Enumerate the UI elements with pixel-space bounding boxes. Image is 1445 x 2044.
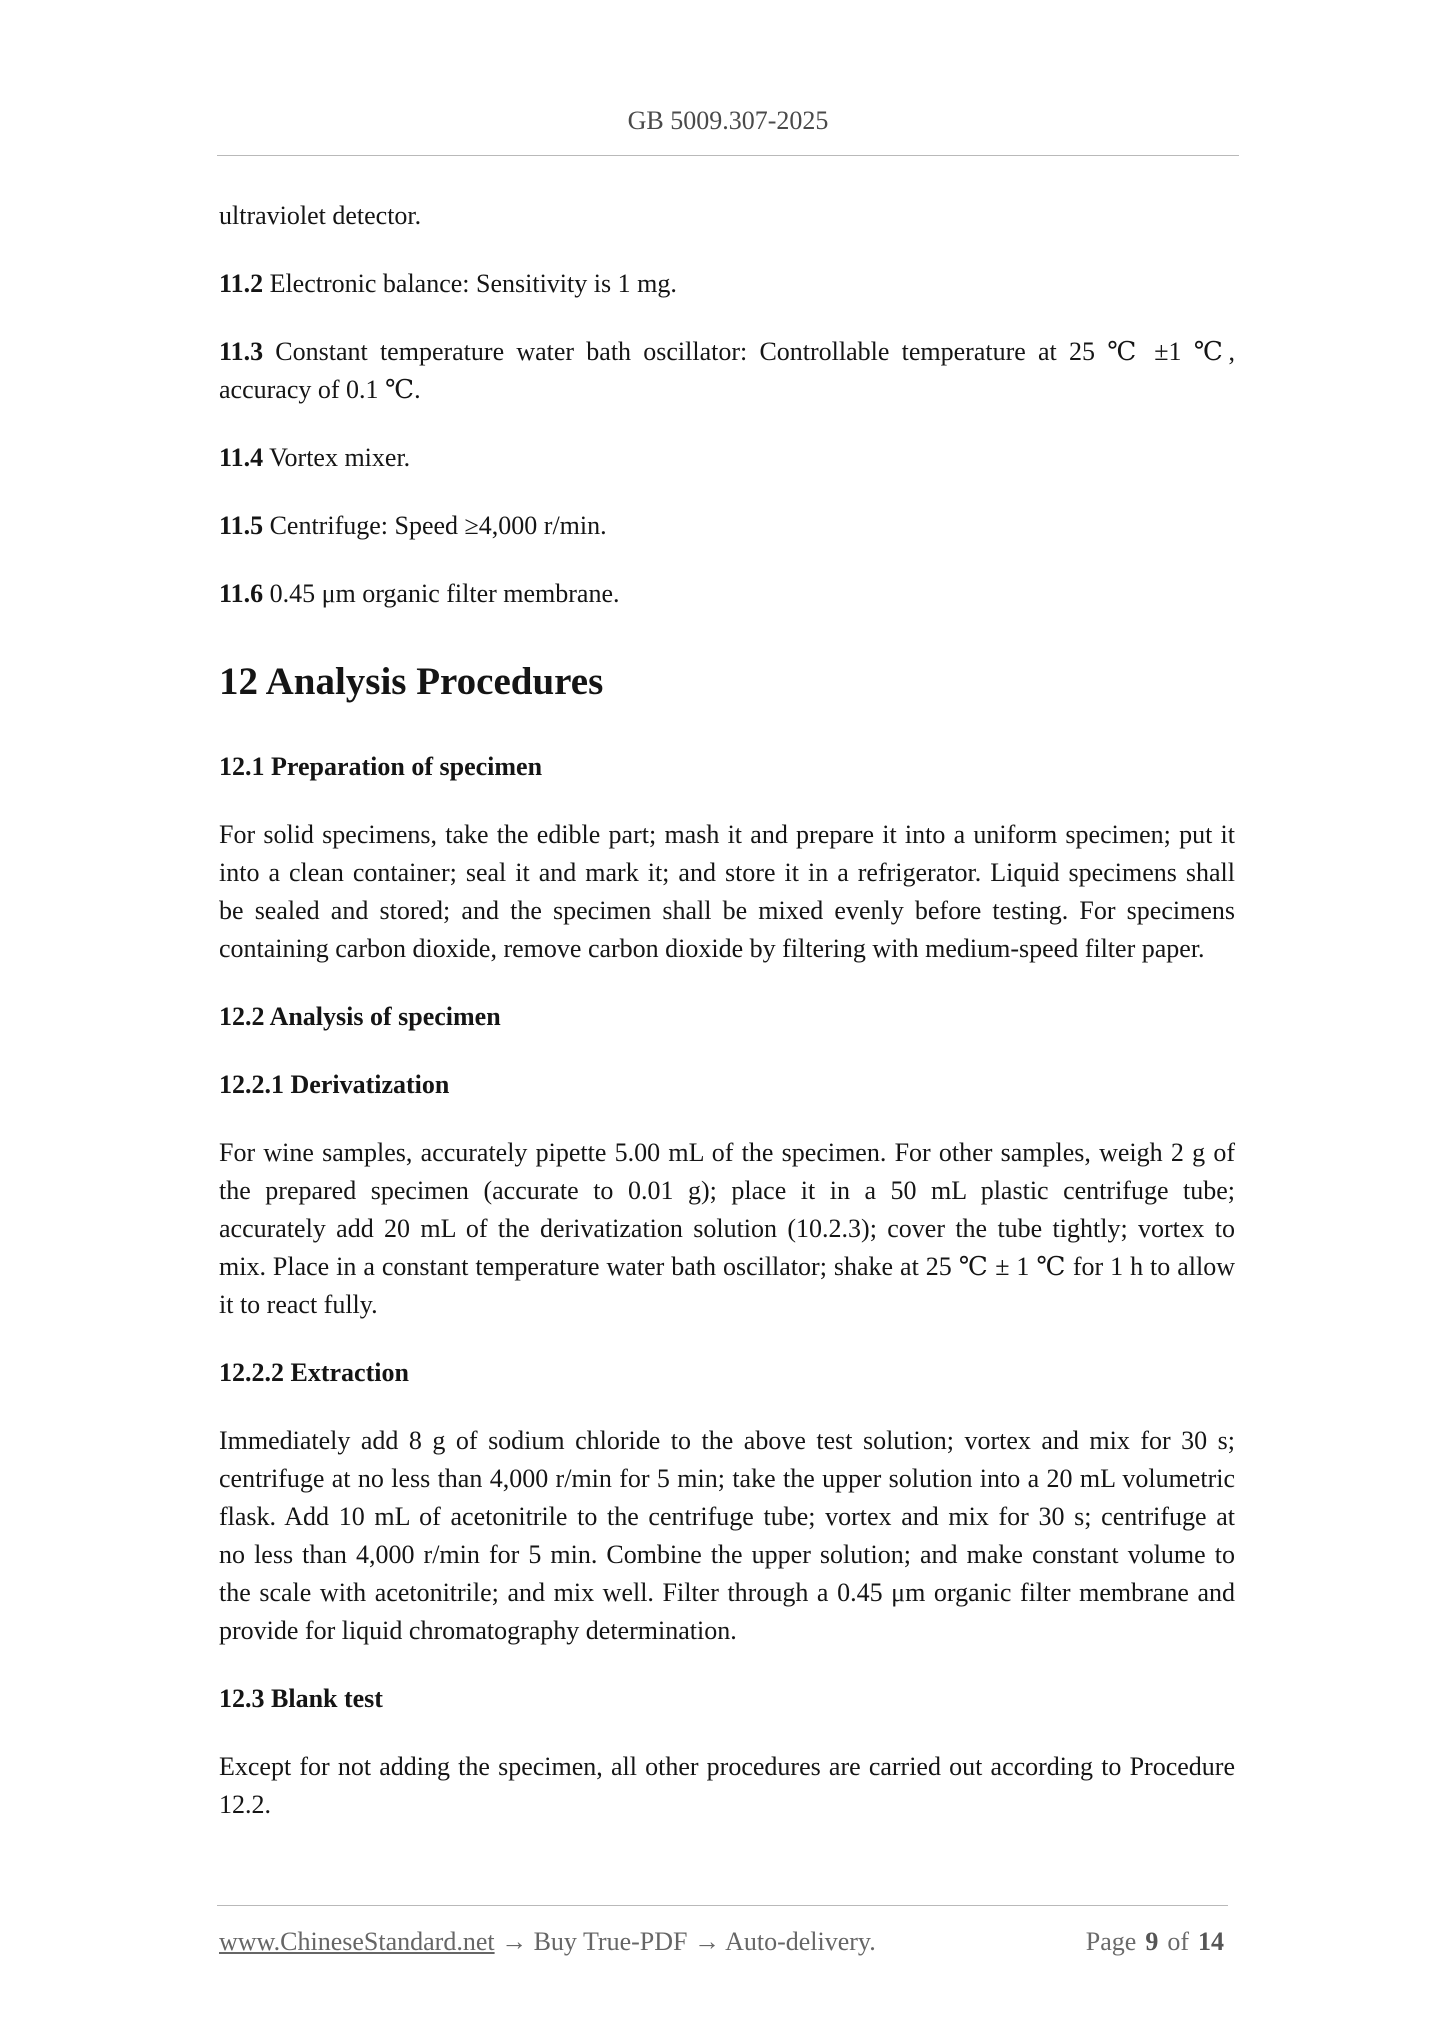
paragraph-line: no less than 4,000 r/min for 5 min. Combine the upper solution; and make constant volume to bbox=[219, 1540, 1235, 1569]
paragraph-line: it to react fully. bbox=[219, 1290, 378, 1319]
paragraph-line: flask. Add 10 mL of acetonitrile to the centrifuge tube; vortex and mix for 30 s; centrifuge at bbox=[219, 1502, 1235, 1531]
subsection-heading-12-3: 12.3 Blank test bbox=[219, 1684, 383, 1713]
clause-text: Constant temperature water bath oscillator: Controllable temperature at 25 ℃ ±1 ℃, bbox=[275, 337, 1235, 366]
paragraph-line: For wine samples, accurately pipette 5.00 mL of the specimen. For other samples, weigh 2 g of bbox=[219, 1138, 1235, 1167]
paragraph-12-1 bbox=[219, 816, 1235, 968]
clause-number: 11.4 bbox=[219, 443, 264, 472]
arrow-icon: → bbox=[694, 1927, 720, 1956]
page-label: Page bbox=[1085, 1927, 1137, 1956]
paragraph-12-3 bbox=[219, 1748, 1235, 1824]
continued-text: ultraviolet detector. bbox=[219, 201, 422, 230]
subsection-heading-12-2: 12.2 Analysis of specimen bbox=[219, 1002, 501, 1031]
clause-number: 11.2 bbox=[219, 269, 264, 298]
paragraph-line: provide for liquid chromatography determination. bbox=[219, 1616, 737, 1645]
page-number bbox=[1086, 1923, 1224, 1961]
paragraph-line: be sealed and stored; and the specimen shall be mixed evenly before testing. For specimens bbox=[219, 896, 1235, 925]
paragraph-line: centrifuge at no less than 4,000 r/min for 5 min; take the upper solution into a 20 mL volumetric bbox=[219, 1464, 1235, 1493]
of-label: of bbox=[1167, 1927, 1189, 1956]
clause-11-5 bbox=[219, 507, 1235, 545]
current-page: 9 bbox=[1145, 1927, 1159, 1956]
document-header-title: GB 5009.307-2025 bbox=[627, 106, 829, 135]
clause-text: Vortex mixer. bbox=[269, 443, 411, 472]
paragraph-12-2-2 bbox=[219, 1422, 1235, 1650]
paragraph-line bbox=[219, 333, 1235, 371]
paragraph-line: into a clean container; seal it and mark it; and store it in a refrigerator. Liquid specimens shall bbox=[219, 858, 1235, 887]
clause-11-6 bbox=[219, 575, 1235, 613]
auto-delivery-text: Auto-delivery. bbox=[725, 1927, 876, 1956]
paragraph-12-2-1 bbox=[219, 1134, 1235, 1324]
paragraph-line: Immediately add 8 g of sodium chloride to the above test solution; vortex and mix for 30 s; bbox=[219, 1426, 1235, 1455]
clause-number: 11.5 bbox=[219, 511, 264, 540]
footer-divider bbox=[217, 1905, 1228, 1906]
buy-pdf-text: Buy True-PDF bbox=[533, 1927, 688, 1956]
paragraph-line: mix. Place in a constant temperature water bath oscillator; shake at 25 ℃ ± 1 ℃ for 1 h to allow bbox=[219, 1252, 1235, 1281]
footer-promo bbox=[219, 1923, 876, 1961]
paragraph-line: containing carbon dioxide, remove carbon dioxide by filtering with medium-speed filter paper. bbox=[219, 934, 1205, 963]
clause-number: 11.3 bbox=[219, 337, 264, 366]
subsection-heading-12-1: 12.1 Preparation of specimen bbox=[219, 752, 543, 781]
clause-number: 11.6 bbox=[219, 579, 264, 608]
clause-text: Centrifuge: Speed ≥4,000 r/min. bbox=[269, 511, 607, 540]
page-content bbox=[219, 197, 1235, 1854]
clause-11-4 bbox=[219, 439, 1235, 477]
paragraph-line: 12.2. bbox=[219, 1790, 271, 1819]
total-pages: 14 bbox=[1198, 1927, 1224, 1956]
website-link[interactable]: www.ChineseStandard.net bbox=[219, 1927, 495, 1956]
clause-11-2 bbox=[219, 265, 1235, 303]
paragraph-line: accuracy of 0.1 ℃. bbox=[219, 375, 421, 404]
paragraph-line: the prepared specimen (accurate to 0.01 g); place it in a 50 mL plastic centrifuge tube; bbox=[219, 1176, 1235, 1205]
subsection-heading-12-2-2: 12.2.2 Extraction bbox=[219, 1358, 409, 1387]
paragraph-line: Except for not adding the specimen, all other procedures are carried out according to Procedure bbox=[219, 1752, 1235, 1781]
arrow-icon: → bbox=[501, 1927, 528, 1956]
section-heading-12: 12 Analysis Procedures bbox=[219, 660, 604, 703]
clause-text: 0.45 μm organic filter membrane. bbox=[269, 579, 620, 608]
clause-11-3 bbox=[219, 333, 1235, 409]
paragraph-line: For solid specimens, take the edible part; mash it and prepare it into a uniform specimen; put it bbox=[219, 820, 1235, 849]
paragraph-line: the scale with acetonitrile; and mix well. Filter through a 0.45 μm organic filter membrane and bbox=[219, 1578, 1235, 1607]
header-divider bbox=[217, 155, 1239, 156]
clause-text: Electronic balance: Sensitivity is 1 mg. bbox=[269, 269, 677, 298]
subsection-heading-12-2-1: 12.2.1 Derivatization bbox=[219, 1070, 450, 1099]
paragraph-line: accurately add 20 mL of the derivatization solution (10.2.3); cover the tube tightly; vortex to bbox=[219, 1214, 1235, 1243]
